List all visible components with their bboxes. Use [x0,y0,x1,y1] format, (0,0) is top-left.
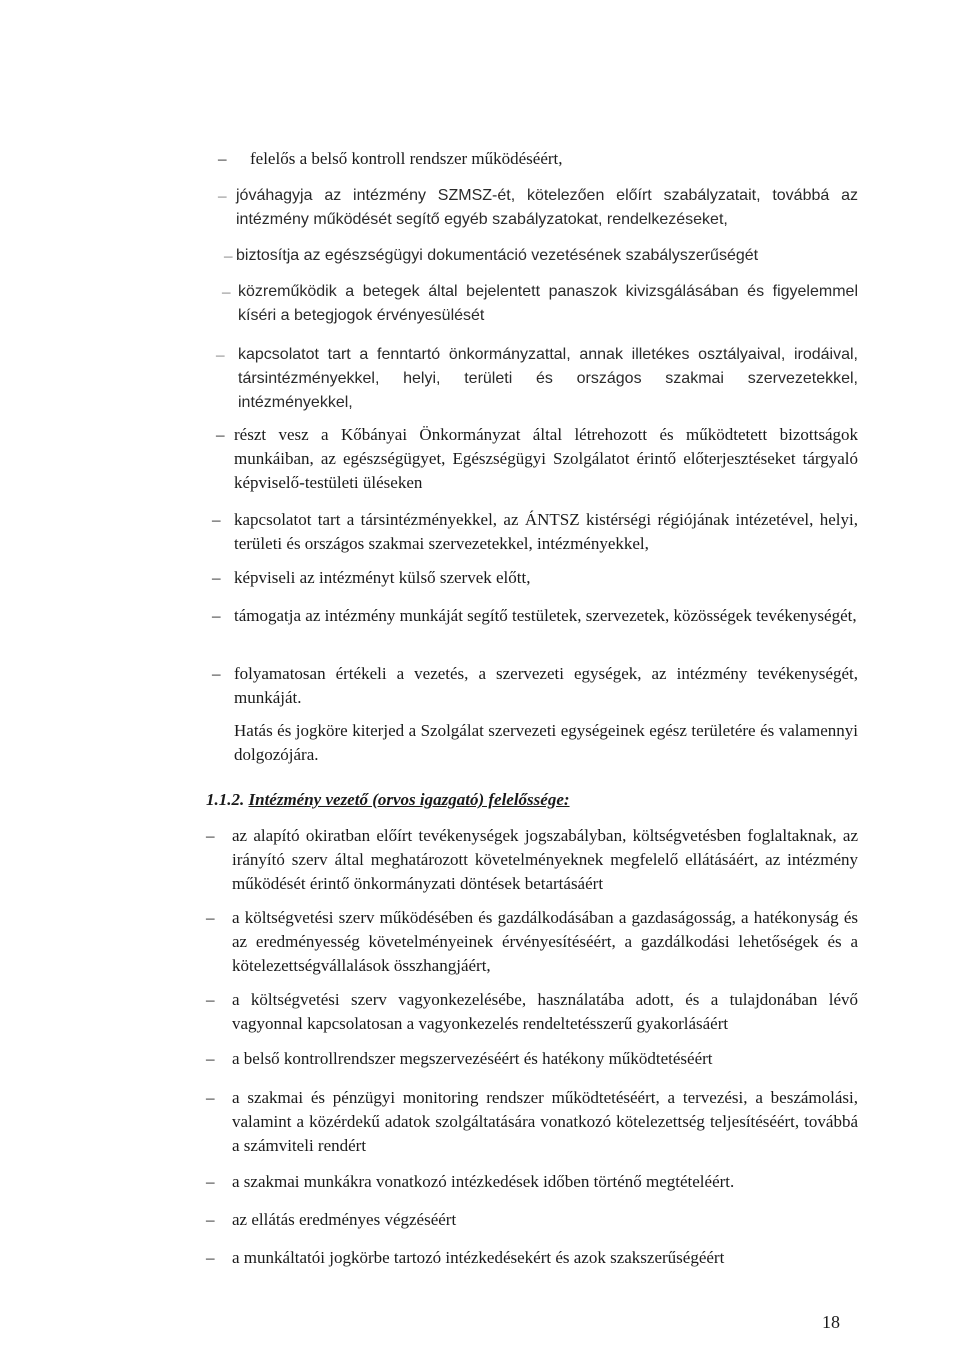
bullet-dash: – [218,149,227,168]
page-number: 18 [822,1312,840,1332]
list-item-text: a költségvetési szerv működésében és gazdálkodásában a gazdaságosság, a hatékonyság és az eredményesség követelményeinek érvényesítéséért, a gazdálkodási lehetőségek és a kötelezettségvállalások összhangjáért, [232,908,858,975]
list-item-text: biztosítja az egészségügyi dokumentáció vezetésének szabályszerűségét [236,247,759,264]
list-item-text: az alapító okiratban előírt tevékenységek jogszabályban, költségvetésben foglaltaknak, az irányító szerv által meghatározott követelményeknek megfelelő ellátásáért, az intézmény működését érintő önkormányzati döntések betartásáért [232,826,858,893]
list-item-text: támogatja az intézmény munkáját segítő testületek, szervezetek, közösségek tevékenységét, [234,606,857,625]
list-item [206,1246,858,1270]
bullet-dash: – [206,826,215,845]
list-item [206,824,858,896]
section-number: 1.1.2. [206,790,245,809]
section-title: Intézmény vezető (orvos igazgató) felelőssége: [248,790,570,809]
bullet-dash: – [206,1049,215,1068]
list-item [216,423,858,495]
bullet-dash: – [216,345,225,364]
list-item [222,280,858,328]
list-item-text: a belső kontrollrendszer megszervezéséért és hatékony működtetéséért [232,1049,713,1068]
list-item [218,184,858,232]
list-item-text: folyamatosan értékeli a vezetés, a szervezeti egységek, az intézmény tevékenységét, munkáját. [234,664,858,707]
list-item-text: részt vesz a Kőbányai Önkormányzat által létrehozott és működtetett bizottságok munkáiban, az egészségügyet, Egészségügyi Szolgálatot érintő előterjesztéseket tárgyaló képviselő-testületi üléseken [234,425,858,492]
bullet-dash: – [206,1088,215,1107]
list-item [216,343,858,415]
list-item [206,1047,858,1071]
bullet-dash: – [212,568,221,587]
closing-paragraph: Hatás és jogköre kiterjed a Szolgálat szervezeti egységeinek egész területére és valamennyi dolgozójára. [234,721,858,764]
list-item [206,988,858,1036]
list-item-text: a szakmai munkákra vonatkozó intézkedések időben történő megtételéért. [232,1172,735,1191]
list-item [206,906,858,978]
bullet-dash: – [212,510,221,529]
list-item-text: a költségvetési szerv vagyonkezelésébe, használatába adott, és a tulajdonában lévő vagyonnal kapcsolatosan a vagyonkezelés rendeltetésszerű gyakorlásáért [232,990,858,1033]
bullet-dash: – [206,1248,215,1267]
bullet-dash: – [206,990,215,1009]
bullet-dash: – [206,908,215,927]
list-item [206,1208,858,1232]
list-item-text: jóváhagyja az intézmény SZMSZ-ét, kötelezően előírt szabályzatait, továbbá az intézmény működését segítő egyéb szabályzatokat, rendelkezéseket, [236,187,858,228]
bullet-dash: – [224,246,233,265]
list-item [212,604,858,628]
list-item [218,147,858,171]
section-heading [206,788,570,812]
list-item-text: felelős a belső kontroll rendszer működéséért, [250,149,563,168]
bullet-dash: – [212,606,221,625]
bullet-dash: – [222,282,231,301]
list-item-text: a munkáltatói jogkörbe tartozó intézkedésekért és azok szakszerűségéért [232,1248,725,1267]
list-item [206,1086,858,1158]
list-item-text: kapcsolatot tart a fenntartó önkormányzattal, annak illetékes osztályaival, irodáival, társintézményekkel, helyi, területi és országos szakmai szervezetekkel, intézményekkel, [238,346,858,411]
list-item [212,566,858,590]
list-item-text: kapcsolatot tart a társintézményekkel, az ÁNTSZ kistérségi régiójának intézetével, helyi, területi és országos szakmai szervezetekkel, intézményekkel, [234,510,858,553]
bullet-dash: – [218,186,227,205]
list-item-text: a szakmai és pénzügyi monitoring rendszer működtetéséért, a tervezési, a beszámolási, valamint a közérdekű adatok szolgáltatására vonatkozó kötelezettség teljesítéséért, továbbá a számviteli rendért [232,1088,858,1155]
bullet-dash: – [216,425,225,444]
bullet-dash: – [206,1210,215,1229]
list-item-text: közreműködik a betegek által bejelentett panaszok kivizsgálásában és figyelemmel kíséri a betegjogok érvényesülését [238,283,858,324]
bullet-dash: – [212,664,221,683]
list-item-text: képviseli az intézményt külső szervek előtt, [234,568,531,587]
bullet-dash: – [206,1172,215,1191]
list-item [206,1170,858,1194]
list-item [224,244,858,268]
list-item [212,508,858,556]
list-item-text: az ellátás eredményes végzéséért [232,1210,457,1229]
list-item [212,662,858,710]
